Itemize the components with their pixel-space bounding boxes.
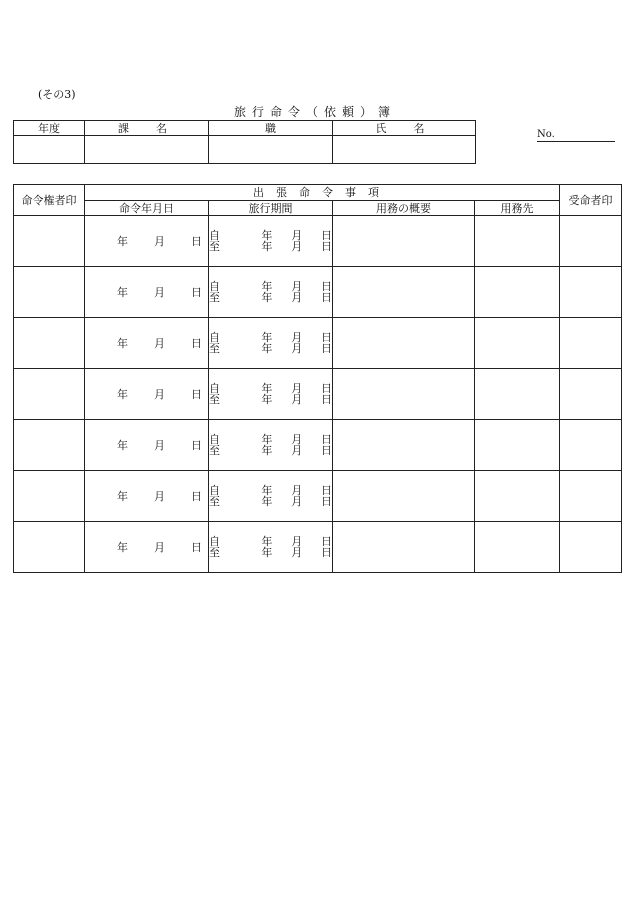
table-row <box>14 267 622 318</box>
month-unit: 月 <box>291 382 303 395</box>
receiver-seal-cell[interactable] <box>560 216 622 267</box>
destination-cell[interactable] <box>475 267 560 318</box>
period-to-line <box>209 241 332 252</box>
month-unit: 月 <box>291 546 303 559</box>
day-unit: 日 <box>321 331 332 344</box>
day-unit: 日 <box>191 387 202 401</box>
order-authority-seal-cell[interactable] <box>14 420 85 471</box>
order-authority-seal-cell[interactable] <box>14 369 85 420</box>
year-unit: 年 <box>261 331 273 344</box>
document-number-field[interactable] <box>537 129 615 142</box>
receiver-seal-cell[interactable] <box>560 318 622 369</box>
table-row <box>14 369 622 420</box>
year-unit: 年 <box>117 336 128 350</box>
year-unit: 年 <box>261 240 273 253</box>
receiver-seal-cell[interactable] <box>560 471 622 522</box>
receiver-seal-cell[interactable] <box>560 369 622 420</box>
order-date-cell[interactable] <box>85 267 209 318</box>
header-info-table <box>13 120 476 164</box>
day-unit: 日 <box>321 342 332 355</box>
month-unit: 月 <box>291 393 303 406</box>
day-unit: 日 <box>191 285 202 299</box>
travel-period-cell[interactable] <box>209 471 333 522</box>
section-name-field[interactable] <box>85 136 209 164</box>
table-row <box>14 216 622 267</box>
day-unit: 日 <box>321 444 332 457</box>
year-unit: 年 <box>261 484 273 497</box>
month-unit: 月 <box>154 489 165 503</box>
year-unit: 年 <box>261 546 273 559</box>
destination-cell[interactable] <box>475 318 560 369</box>
year-unit: 年 <box>261 535 273 548</box>
month-unit: 月 <box>154 540 165 554</box>
receiver-seal-header: 受命者印 <box>560 185 622 216</box>
day-unit: 日 <box>191 336 202 350</box>
destination-cell[interactable] <box>475 216 560 267</box>
table-row <box>14 318 622 369</box>
to-label: 至 <box>209 393 220 406</box>
travel-period-cell[interactable] <box>209 216 333 267</box>
order-authority-seal-cell[interactable] <box>14 216 85 267</box>
period-to-line <box>209 547 332 558</box>
month-unit: 月 <box>154 336 165 350</box>
order-date-cell[interactable] <box>85 216 209 267</box>
month-unit: 月 <box>291 229 303 242</box>
travel-period-cell[interactable] <box>209 318 333 369</box>
year-unit: 年 <box>261 280 273 293</box>
destination-cell[interactable] <box>475 471 560 522</box>
fiscal-year-header: 年度 <box>14 121 85 136</box>
document-number-label: No. <box>537 129 555 140</box>
year-unit: 年 <box>117 540 128 554</box>
month-unit: 月 <box>154 234 165 248</box>
year-unit: 年 <box>261 342 273 355</box>
business-summary-cell[interactable] <box>333 522 475 573</box>
travel-period-header: 旅行期間 <box>209 201 333 216</box>
position-field[interactable] <box>209 136 333 164</box>
from-label: 自 <box>209 535 220 548</box>
day-unit: 日 <box>191 234 202 248</box>
business-summary-cell[interactable] <box>333 216 475 267</box>
position-header: 職 <box>209 121 333 136</box>
order-date-cell[interactable] <box>85 420 209 471</box>
day-unit: 日 <box>321 280 332 293</box>
destination-cell[interactable] <box>475 522 560 573</box>
order-date-cell[interactable] <box>85 369 209 420</box>
fiscal-year-field[interactable] <box>14 136 85 164</box>
month-unit: 月 <box>154 438 165 452</box>
receiver-seal-cell[interactable] <box>560 522 622 573</box>
day-unit: 日 <box>321 393 332 406</box>
travel-period-cell[interactable] <box>209 267 333 318</box>
year-unit: 年 <box>117 489 128 503</box>
day-unit: 日 <box>191 489 202 503</box>
order-date-header: 命令年月日 <box>85 201 209 216</box>
to-label: 至 <box>209 240 220 253</box>
order-date-cell[interactable] <box>85 471 209 522</box>
from-label: 自 <box>209 280 220 293</box>
travel-period-cell[interactable] <box>209 420 333 471</box>
month-unit: 月 <box>291 484 303 497</box>
period-to-line <box>209 445 332 456</box>
day-unit: 日 <box>321 433 332 446</box>
order-date-cell[interactable] <box>85 318 209 369</box>
day-unit: 日 <box>191 438 202 452</box>
order-authority-seal-header: 命令権者印 <box>14 185 85 216</box>
section-name-header: 課 名 <box>85 121 209 136</box>
to-label: 至 <box>209 444 220 457</box>
year-unit: 年 <box>261 444 273 457</box>
destination-header: 用務先 <box>475 201 560 216</box>
business-summary-cell[interactable] <box>333 420 475 471</box>
travel-period-cell[interactable] <box>209 369 333 420</box>
order-authority-seal-cell[interactable] <box>14 522 85 573</box>
full-name-header: 氏 名 <box>333 121 476 136</box>
business-trip-items-header: 出張命令事項 <box>85 185 560 201</box>
to-label: 至 <box>209 546 220 559</box>
day-unit: 日 <box>321 484 332 497</box>
table-row <box>14 420 622 471</box>
business-summary-header: 用務の概要 <box>333 201 475 216</box>
month-unit: 月 <box>291 433 303 446</box>
order-authority-seal-cell[interactable] <box>14 267 85 318</box>
day-unit: 日 <box>191 540 202 554</box>
travel-period-cell[interactable] <box>209 522 333 573</box>
month-unit: 月 <box>291 331 303 344</box>
from-label: 自 <box>209 382 220 395</box>
year-unit: 年 <box>261 495 273 508</box>
day-unit: 日 <box>321 291 332 304</box>
receiver-seal-cell[interactable] <box>560 420 622 471</box>
business-summary-cell[interactable] <box>333 267 475 318</box>
from-label: 自 <box>209 484 220 497</box>
travel-order-table <box>13 184 622 573</box>
period-to-line <box>209 343 332 354</box>
day-unit: 日 <box>321 229 332 242</box>
year-unit: 年 <box>261 291 273 304</box>
year-unit: 年 <box>261 229 273 242</box>
month-unit: 月 <box>154 285 165 299</box>
business-summary-cell[interactable] <box>333 471 475 522</box>
to-label: 至 <box>209 342 220 355</box>
day-unit: 日 <box>321 535 332 548</box>
year-unit: 年 <box>261 393 273 406</box>
month-unit: 月 <box>291 495 303 508</box>
from-label: 自 <box>209 433 220 446</box>
day-unit: 日 <box>321 382 332 395</box>
day-unit: 日 <box>321 240 332 253</box>
form-number-note: (その3) <box>38 88 76 101</box>
month-unit: 月 <box>291 280 303 293</box>
year-unit: 年 <box>117 387 128 401</box>
from-label: 自 <box>209 229 220 242</box>
destination-cell[interactable] <box>475 369 560 420</box>
page-title: 旅行命令（依頼）簿 <box>233 105 396 119</box>
month-unit: 月 <box>291 240 303 253</box>
day-unit: 日 <box>321 546 332 559</box>
year-unit: 年 <box>261 433 273 446</box>
order-authority-seal-cell[interactable] <box>14 471 85 522</box>
month-unit: 月 <box>291 342 303 355</box>
receiver-seal-cell[interactable] <box>560 267 622 318</box>
month-unit: 月 <box>154 387 165 401</box>
full-name-field[interactable] <box>333 136 476 164</box>
period-to-line <box>209 394 332 405</box>
year-unit: 年 <box>117 438 128 452</box>
year-unit: 年 <box>117 285 128 299</box>
month-unit: 月 <box>291 291 303 304</box>
to-label: 至 <box>209 495 220 508</box>
table-row <box>14 471 622 522</box>
from-label: 自 <box>209 331 220 344</box>
order-authority-seal-cell[interactable] <box>14 318 85 369</box>
business-summary-cell[interactable] <box>333 369 475 420</box>
year-unit: 年 <box>261 382 273 395</box>
period-to-line <box>209 292 332 303</box>
day-unit: 日 <box>321 495 332 508</box>
order-date-cell[interactable] <box>85 522 209 573</box>
period-to-line <box>209 496 332 507</box>
to-label: 至 <box>209 291 220 304</box>
business-summary-cell[interactable] <box>333 318 475 369</box>
year-unit: 年 <box>117 234 128 248</box>
destination-cell[interactable] <box>475 420 560 471</box>
month-unit: 月 <box>291 535 303 548</box>
table-row <box>14 522 622 573</box>
month-unit: 月 <box>291 444 303 457</box>
